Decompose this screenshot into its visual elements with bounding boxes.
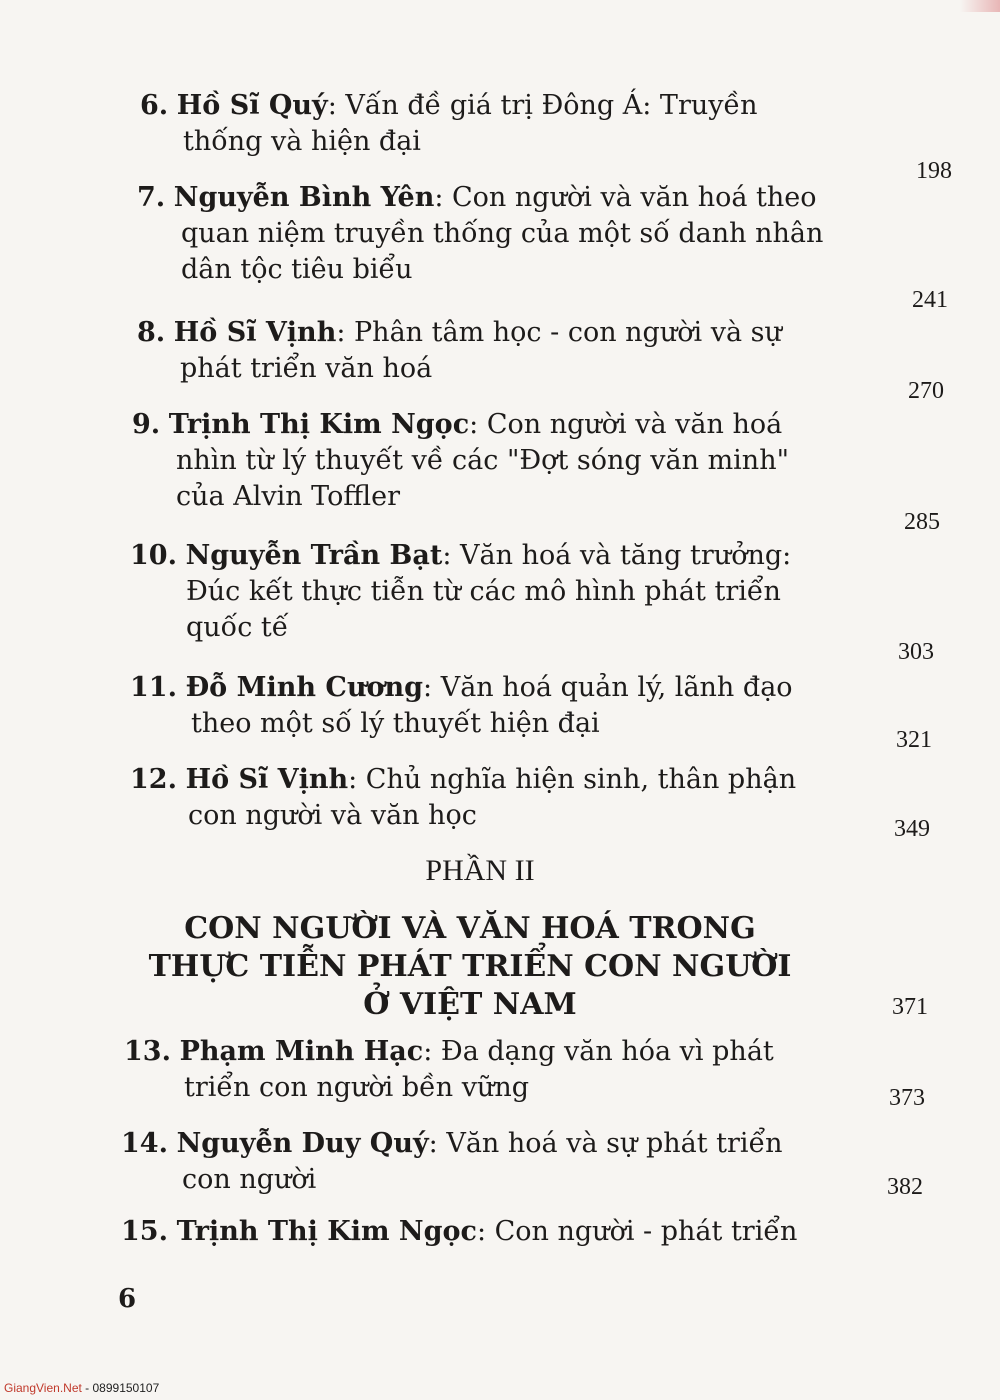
entry-page-number: 349 <box>894 816 930 842</box>
toc-entry-14 <box>121 1126 783 1198</box>
entry-title-cont: nhìn từ lý thuyết về các "Đợt sóng văn minh" <box>176 445 789 476</box>
entry-title: : Văn hoá quản lý, lãnh đạo <box>423 672 793 703</box>
entry-page-number: 285 <box>904 509 940 535</box>
toc-entry-13 <box>124 1034 774 1106</box>
entry-author: Phạm Minh Hạc <box>179 1036 424 1067</box>
part-heading-line: Ở VIỆT NAM <box>363 987 577 1022</box>
toc-entry-6 <box>140 88 758 160</box>
part-heading-line: CON NGƯỜI VÀ VĂN HOÁ TRONG <box>184 911 756 946</box>
entry-number: 14. <box>121 1128 168 1159</box>
entry-title-cont: thống và hiện đại <box>183 126 421 157</box>
entry-author: Trịnh Thị Kim Ngọc <box>176 1216 477 1247</box>
watermark <box>4 1381 159 1395</box>
entry-author: Hồ Sĩ Vịnh <box>185 764 349 795</box>
entry-page-number: 241 <box>912 287 948 313</box>
entry-number: 9. <box>132 409 161 440</box>
entry-title-cont: dân tộc tiêu biểu <box>181 254 413 285</box>
part-heading <box>0 910 940 1024</box>
entry-author: Hồ Sĩ Quý <box>176 90 328 121</box>
entry-author: Nguyễn Bình Yên <box>173 182 435 213</box>
entry-page-number: 373 <box>889 1085 925 1111</box>
entry-author: Đỗ Minh Cương <box>185 672 424 703</box>
entry-number: 8. <box>137 317 166 348</box>
entry-author: Nguyễn Duy Quý <box>176 1128 429 1159</box>
entry-title-cont: phát triển văn hoá <box>180 353 433 384</box>
watermark-site: GiangVien.Net <box>4 1381 82 1395</box>
entry-page-number: 321 <box>896 727 932 753</box>
entry-title-cont: của Alvin Toffler <box>176 481 401 512</box>
page-number: 6 <box>118 1284 137 1314</box>
toc-entry-7 <box>137 180 823 288</box>
entry-title: : Đa dạng văn hóa vì phát <box>423 1036 774 1067</box>
entry-title: : Vấn đề giá trị Đông Á: Truyền <box>327 90 758 121</box>
entry-page-number: 382 <box>887 1174 923 1200</box>
entry-title-cont: theo một số lý thuyết hiện đại <box>191 708 600 739</box>
entry-title-cont: con người <box>182 1164 317 1195</box>
entry-page-number: 198 <box>916 158 952 184</box>
entry-title-cont: quốc tế <box>186 612 289 643</box>
entry-number: 6. <box>140 90 169 121</box>
entry-title-cont: Đúc kết thực tiễn từ các mô hình phát triển <box>186 576 781 607</box>
entry-title-cont: con người và văn học <box>188 800 477 831</box>
entry-title: : Con người và văn hoá <box>469 409 783 440</box>
entry-number: 15. <box>121 1216 168 1247</box>
entry-title: : Con người - phát triển <box>476 1216 798 1247</box>
part-label: PHẦN II <box>425 854 535 887</box>
entry-page-number: 303 <box>898 639 934 665</box>
toc-entry-12 <box>130 762 796 834</box>
toc-entry-15 <box>121 1214 797 1250</box>
entry-title: : Con người và văn hoá theo <box>434 182 817 213</box>
entry-author: Hồ Sĩ Vịnh <box>173 317 337 348</box>
entry-number: 12. <box>130 764 177 795</box>
entry-author: Nguyễn Trần Bạt <box>185 540 443 571</box>
entry-number: 13. <box>124 1036 171 1067</box>
part-page-number: 371 <box>892 994 928 1020</box>
entry-title: : Văn hoá và tăng trưởng: <box>442 540 792 571</box>
part-heading-line: THỰC TIỄN PHÁT TRIỂN CON NGƯỜI <box>148 949 792 984</box>
toc-entry-11 <box>130 670 793 742</box>
entry-number: 10. <box>130 540 177 571</box>
entry-page-number: 270 <box>908 378 944 404</box>
toc-entry-8 <box>137 315 782 387</box>
entry-title: : Văn hoá và sự phát triển <box>428 1128 783 1159</box>
corner-stain <box>960 0 1000 12</box>
watermark-phone: - 0899150107 <box>81 1381 160 1395</box>
entry-author: Trịnh Thị Kim Ngọc <box>168 409 470 440</box>
entry-number: 7. <box>137 182 166 213</box>
entry-title: : Phân tâm học - con người và sự <box>336 317 782 348</box>
entry-title-cont: triển con người bền vững <box>184 1072 530 1103</box>
entry-number: 11. <box>130 672 177 703</box>
entry-title: : Chủ nghĩa hiện sinh, thân phận <box>348 764 797 795</box>
entry-title-cont: quan niệm truyền thống của một số danh nhân <box>181 218 824 249</box>
toc-entry-10 <box>130 538 791 646</box>
toc-entry-9 <box>132 407 789 515</box>
